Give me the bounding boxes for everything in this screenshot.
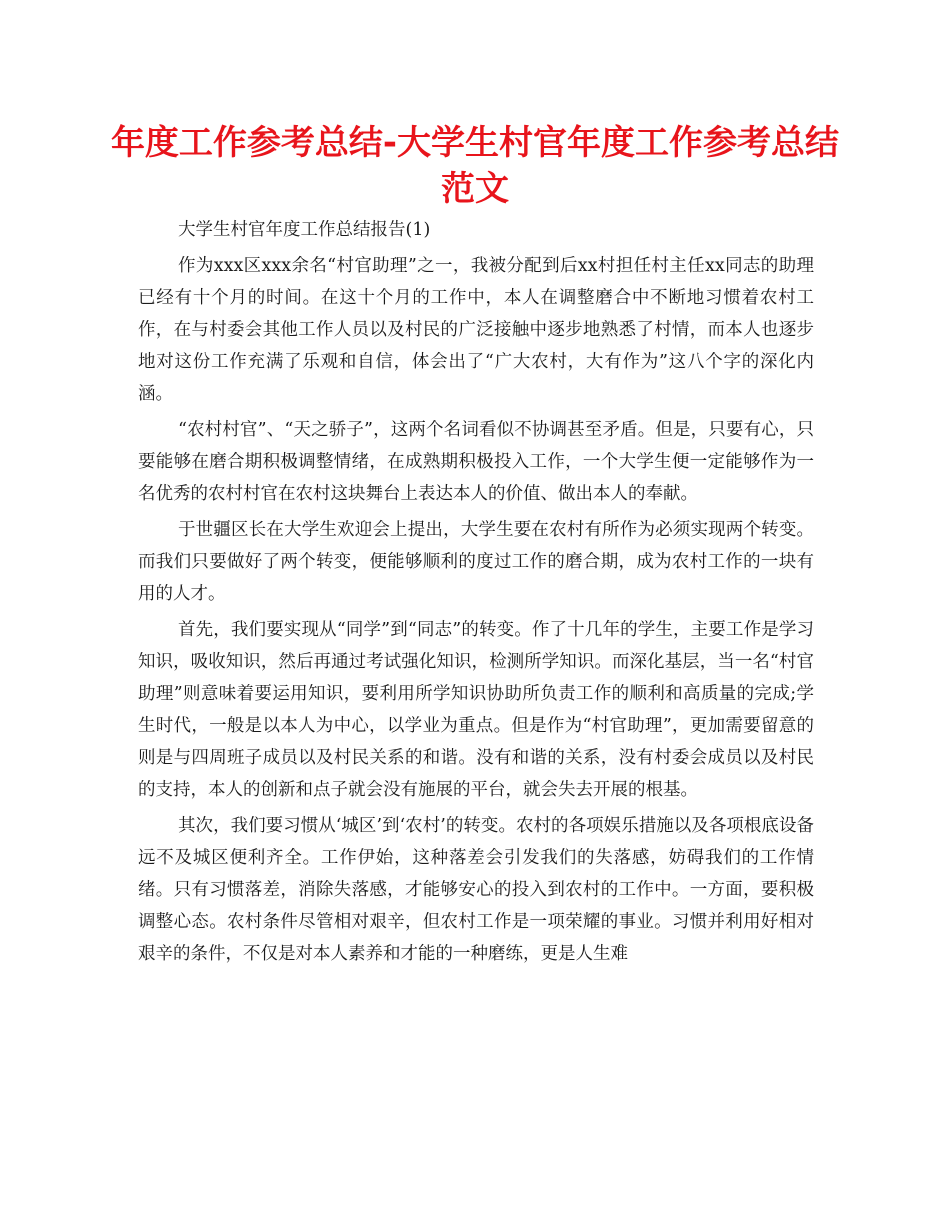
document-subtitle: 大学生村官年度工作总结报告(1) [178,220,431,240]
paragraph: 作为xxx区xxx余名“村官助理”之一，我被分配到后xx村担任村主任xx同志的助理已经有十个月的时间。在这十个月的工作中，本人在调整磨合中不断地习惯着农村工作，在与村委会其他工作人员以及村民的广泛接触中逐步地熟悉了村情，而本人也逐步地对这份工作充满了乐观和自信，体会出了“广大农村，大有作为”这八个字的深化内涵。 [138,256,814,404]
paragraph: “农村村官”、“天之骄子”，这两个名词看似不协调甚至矛盾。但是，只要有心，只要能够在磨合期积极调整情绪，在成熟期积极投入工作，一个大学生便一定能够作为一名优秀的农村村官在农村这块舞台上表达本人的价值、做出本人的奉献。 [138,420,814,504]
paragraph: 于世疆区长在大学生欢迎会上提出，大学生要在农村有所作为必须实现两个转变。而我们只要做好了两个转变，便能够顺利的度过工作的磨合期，成为农村工作的一块有用的人才。 [138,520,814,604]
document-title: 年度工作参考总结-大学生村官年度工作参考总结范文 [110,123,840,209]
document-body [138,214,814,974]
paragraph: 首先，我们要实现从“同学”到“同志”的转变。作了十几年的学生，主要工作是学习知识，吸收知识，然后再通过考试强化知识，检测所学知识。而深化基层，当一名“村官助理”则意味着要运用知识，要利用所学知识协助所负责工作的顺利和高质量的完成;学生时代，一般是以本人为中心，以学业为重点。但是作为“村官助理”，更加需要留意的则是与四周班子成员以及村民关系的和谐。没有和谐的关系，没有村委会成员以及村民的支持，本人的创新和点子就会没有施展的平台，就会失去开展的根基。 [138,620,814,800]
paragraph: 其次，我们要习惯从‘城区’到‘农村’的转变。农村的各项娱乐措施以及各项根底设备远不及城区便利齐全。工作伊始，这种落差会引发我们的失落感，妨碍我们的工作情绪。只有习惯落差，消除失落感，才能够安心的投入到农村的工作中。一方面，要积极调整心态。农村条件尽管相对艰辛，但农村工作是一项荣耀的事业。习惯并利用好相对艰辛的条件，不仅是对本人素养和才能的一种磨练，更是人生难 [138,816,814,964]
